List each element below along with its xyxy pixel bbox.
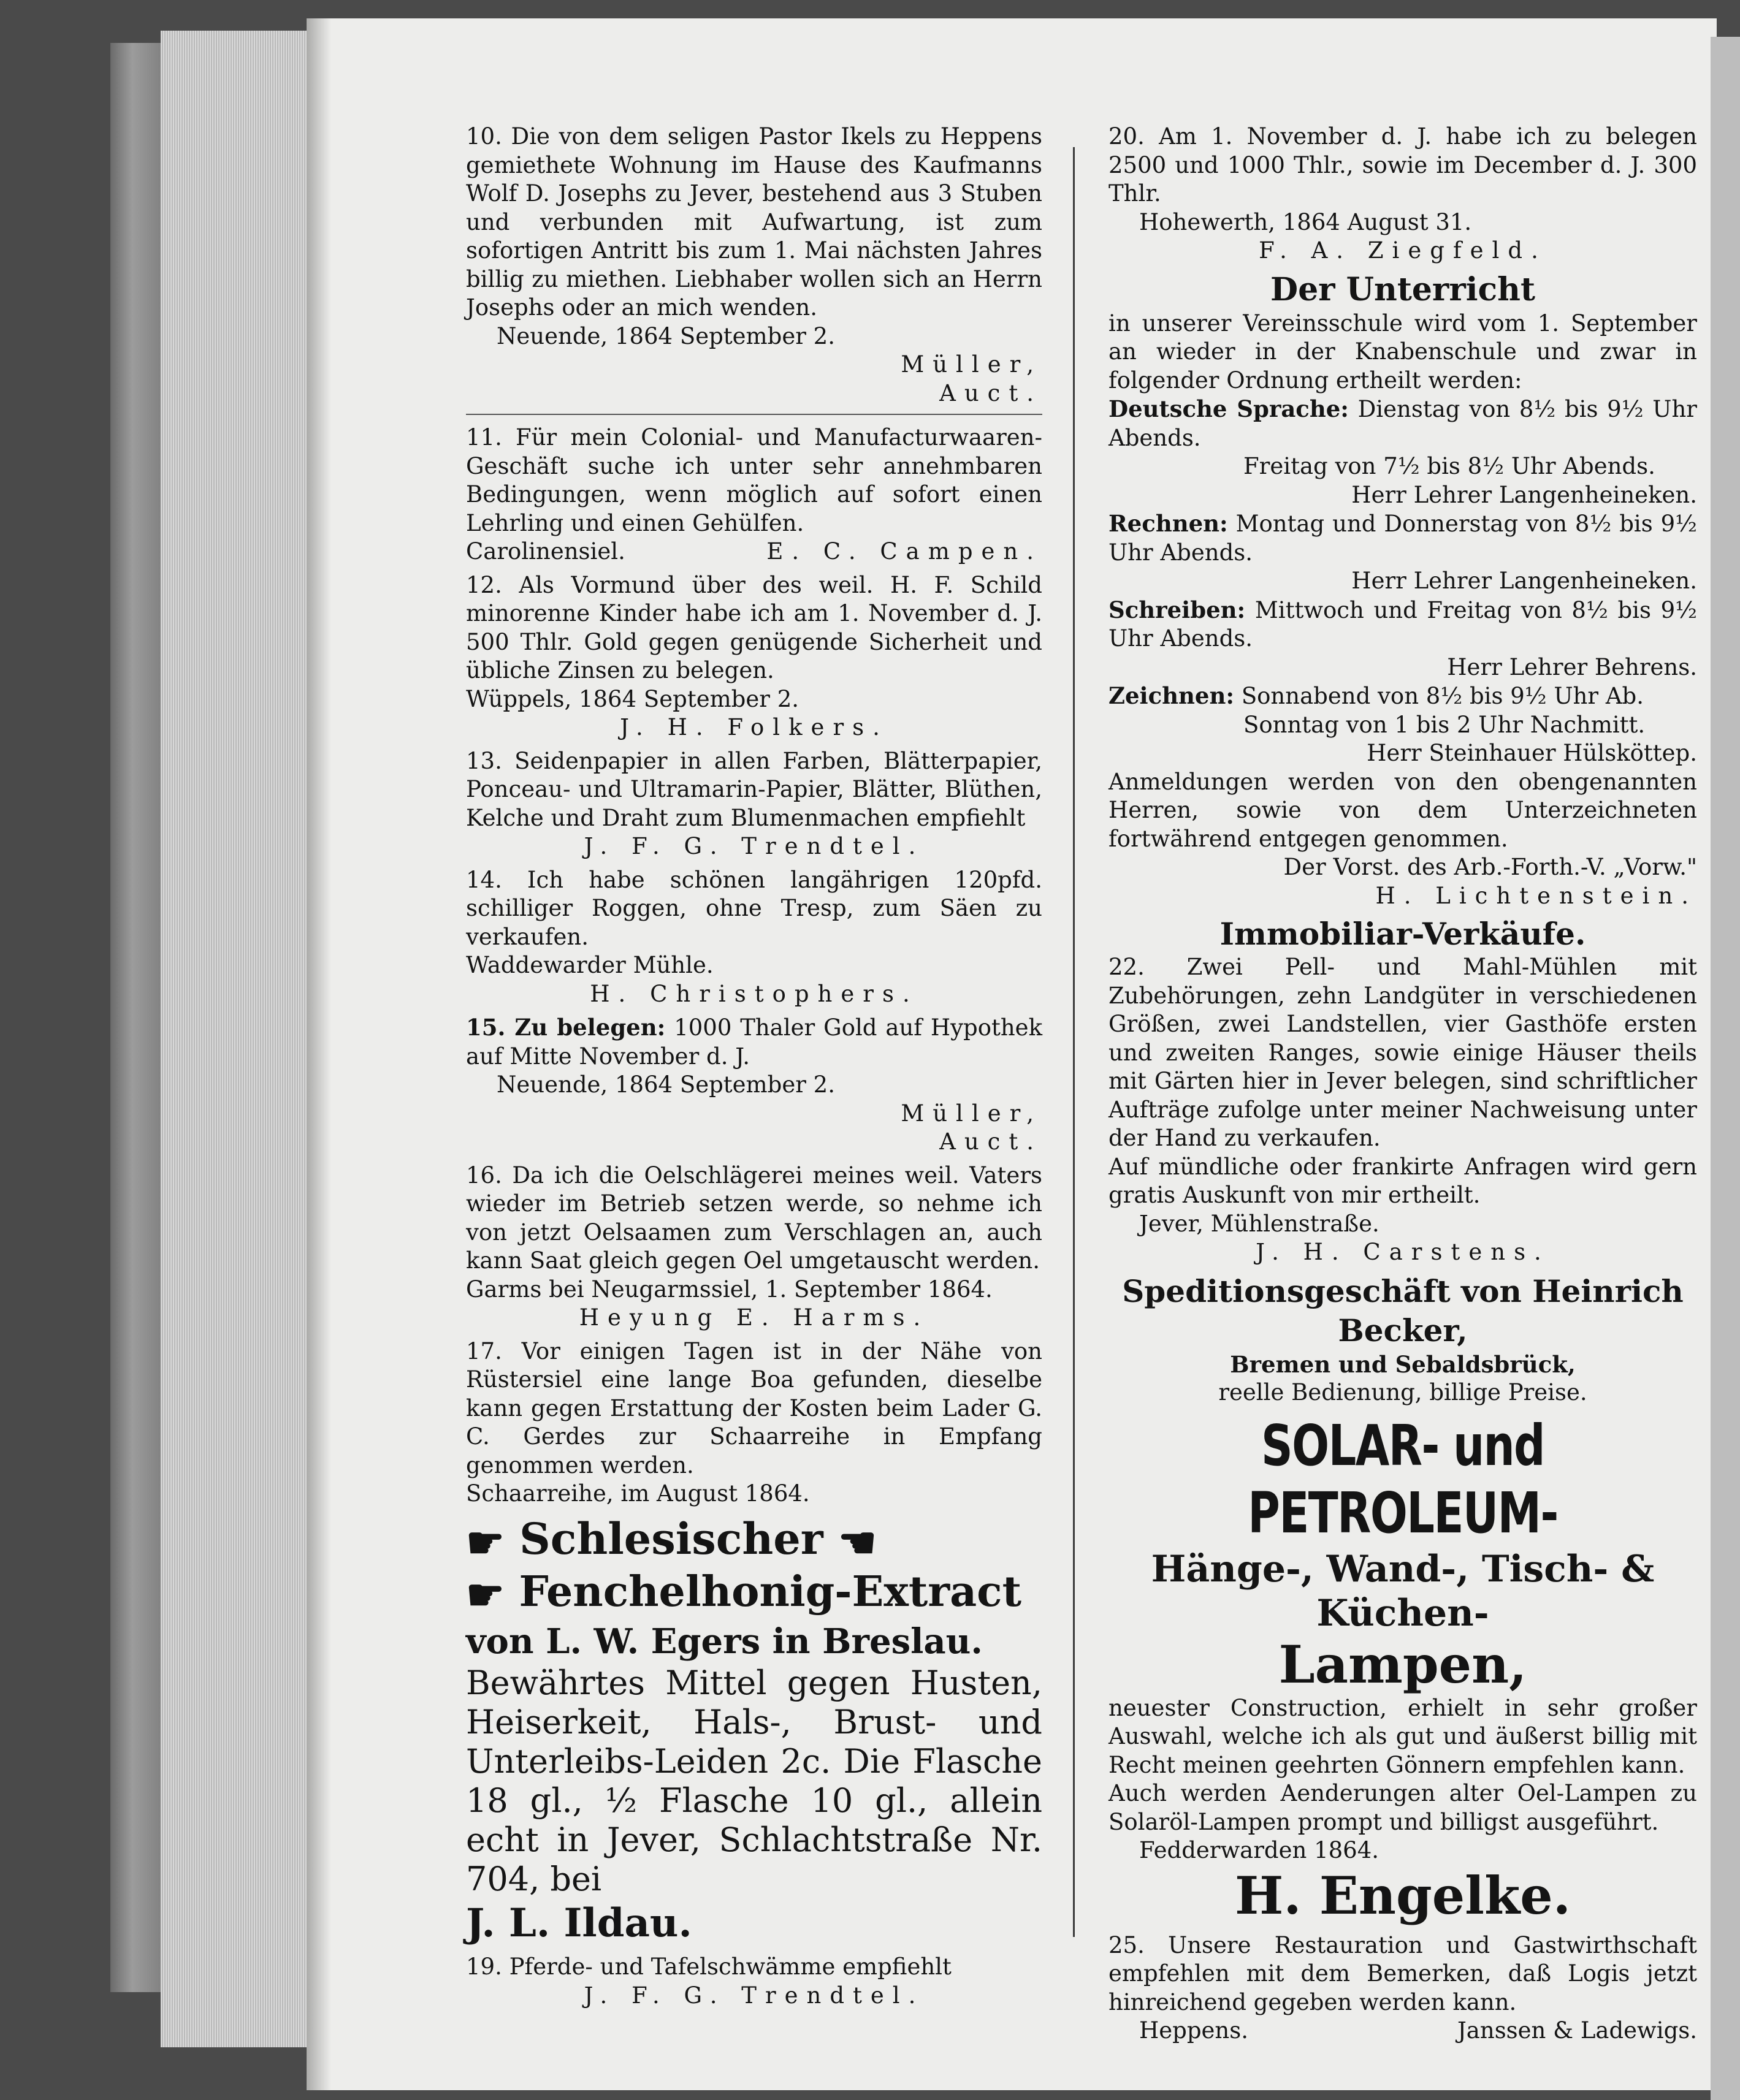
lampen-text2: Auch werden Aenderungen alter Oel-Lampen zu Solaröl-Lampen prompt und billigst ausgeführt. (1108, 1780, 1697, 1835)
ad-15-signature-title: Auct. (939, 1128, 1042, 1155)
ad-15-text: 1000 Thaler Gold auf Hypothek auf Mitte November d. J. (466, 1014, 1043, 1070)
lampen-signature: H. Engelke. (1235, 1865, 1571, 1926)
ad-13 (466, 747, 1042, 861)
ad-12-text: 12. Als Vormund über des weil. H. F. Schild minorenne Kinder habe ich am 1. November d. J. 500 Thlr. Gold gegen genügende Sicherheit und übliche Zinsen zu belegen. (466, 571, 1042, 683)
fenchel-line3: von L. W. Egers in Breslau. (466, 1621, 983, 1662)
ad-20-signature: F. A. Ziegfeld. (1259, 237, 1547, 264)
immobilien-signature: J. H. Carstens. (1256, 1239, 1550, 1265)
ad-14-place: Waddewarder Mühle. (466, 952, 714, 978)
schedule-zeichnen-a: Sonnabend von 8½ bis 9½ Uhr Ab. (1241, 683, 1644, 709)
ad-14-signature: H. Christophers. (590, 980, 918, 1007)
ad-15-signature: Müller, (901, 1100, 1042, 1127)
ad-12 (466, 571, 1042, 742)
lampen-line3: Lampen, (1278, 1634, 1527, 1695)
ad-15-lead: 15. Zu belegen: (466, 1014, 666, 1041)
ad-12-signature: J. H. Folkers. (620, 714, 888, 740)
right-column (1108, 123, 1697, 2050)
ad-13-text: 13. Seidenpapier in allen Farben, Blätterpapier, Ponceau- und Ultramarin-Papier, Blätter, Blüthen, Kelche und Draht zum Blumenmachen empfiehlt (466, 747, 1042, 831)
becker-line2: Bremen und Sebaldsbrück, (1230, 1350, 1576, 1378)
ad-25-place: Heppens. (1139, 2017, 1249, 2044)
column-rule (1073, 147, 1075, 1937)
schedule-schreiben: Mittwoch und Freitag von 8½ bis 9½ Uhr Abends. (1108, 596, 1697, 652)
subject-rechnen: Rechnen: (1108, 510, 1228, 537)
ad-11-signature: E. C. Campen. (766, 538, 1042, 565)
ad-13-signature: J. F. G. Trendtel. (584, 833, 925, 859)
lampen-line2: Hänge-, Wand-, Tisch- & Küchen- (1151, 1547, 1655, 1635)
ad-15-place: Neuende, 1864 September 2. (497, 1071, 835, 1098)
unterricht-signature: H. Lichtenstein. (1375, 882, 1697, 909)
unterricht-title: Der Unterricht (1270, 270, 1535, 308)
teacher-rechnen: Herr Lehrer Langenheineken. (1351, 568, 1697, 594)
ad-17 (466, 1337, 1042, 1508)
ad-19-signature: J. F. G. Trendtel. (584, 1982, 925, 2009)
ad-immobilien (1108, 915, 1697, 1267)
lampen-place: Fedderwarden 1864. (1139, 1837, 1379, 1863)
ad-20-text: 20. Am 1. November d. J. habe ich zu belegen 2500 und 1000 Thlr., sowie im December d. J. 300 Thlr. (1108, 123, 1697, 207)
pointing-hand-left-icon: ☚ (838, 1516, 877, 1568)
ad-20 (1108, 123, 1697, 265)
ad-fenchelhonig (466, 1515, 1042, 1949)
ad-14 (466, 866, 1042, 1009)
ad-10-place: Neuende, 1864 September 2. (497, 322, 835, 349)
fenchel-seller: J. L. Ildau. (466, 1900, 692, 1946)
ad-25-text: 25. Unsere Restauration und Gastwirthschaft empfehlen mit dem Bemerken, daß Logis jetzt hinreichend gegeben werden kann. (1108, 1931, 1697, 2015)
ad-16-place: Garms bei Neugarmssiel, 1. September 1864. (466, 1276, 993, 1303)
ad-10-text: 10. Die von dem seligen Pastor Ikels zu Heppens gemiethete Wohnung im Hause des Kaufmanns Wolf D. Josephs zu Jever, bestehend aus 3 Stuben und verbunden mit Aufwartung, ist zum sofortigen Antritt bis zum 1. Mai nächsten Jahres billig zu miethen. Liebhaber wollen sich an Herrn Josephs oder an mich wenden. (466, 123, 1042, 321)
ad-15 (466, 1013, 1042, 1157)
ad-10 (466, 123, 1042, 408)
ad-12-place: Wüppels, 1864 September 2. (466, 685, 799, 712)
immobilien-text2: Auf mündliche oder frankirte Anfragen wird gern gratis Auskunft von mir ertheilt. (1108, 1153, 1697, 1208)
lampen-text: neuester Construction, erhielt in sehr großer Auswahl, welche ich als gut und äußerst billig mit Recht meinen geehrten Gönnern empfehlen kann. (1108, 1694, 1697, 1778)
immobilien-title: Immobiliar-Verkäufe. (1219, 916, 1586, 952)
becker-line1: Speditionsgeschäft von Heinrich Becker, (1122, 1273, 1684, 1349)
ad-25 (1108, 1931, 1697, 2045)
subject-schreiben: Schreiben: (1108, 596, 1246, 623)
left-column (466, 123, 1042, 2015)
ad-unterricht (1108, 270, 1697, 911)
ad-25-signature: Janssen & Ladewigs. (1457, 2017, 1697, 2044)
ad-17-place: Schaarreihe, im August 1864. (466, 1480, 810, 1507)
ad-lampen (1108, 1412, 1697, 1927)
fenchel-line2: Fenchelhonig-Extract (519, 1567, 1021, 1616)
lampen-solar: SOLAR- und PETROLEUM- (1248, 1412, 1558, 1546)
ad-19 (466, 1953, 1042, 2010)
book-spine-edge (110, 43, 166, 1992)
teacher-zeichnen: Herr Steinhauer Hülsköttер. (1367, 740, 1697, 766)
teacher-schreiben: Herr Lehrer Behrens. (1447, 653, 1697, 680)
page-stack (161, 31, 314, 2047)
unterricht-intro: in unserer Vereinsschule wird vom 1. September an wieder in der Knabenschule und zwar in folgender Ordnung ertheilt werden: (1108, 310, 1697, 394)
subject-zeichnen: Zeichnen: (1108, 682, 1235, 709)
gutter-shadow (307, 18, 331, 2090)
subject-deutsch: Deutsche Sprache: (1108, 395, 1349, 422)
schedule-zeichnen-b: Sonntag von 1 bis 2 Uhr Nachmitt. (1243, 711, 1646, 738)
ad-11-place: Carolinensiel. (466, 538, 625, 565)
schedule-deutsch-a: Dienstag von 8½ bis 9½ Uhr Abends. (1108, 396, 1697, 451)
ad-becker (1108, 1272, 1697, 1407)
ad-10-signature-title: Auct. (939, 379, 1042, 406)
ad-16-signature: Heyung E. Harms. (579, 1304, 929, 1331)
fenchel-line1: Schlesischer (519, 1513, 823, 1564)
schedule-rechnen: Montag und Donnerstag von 8½ bis 9½ Uhr Abends. (1108, 511, 1697, 566)
ad-10-signature: Müller, (901, 351, 1042, 378)
ad-17-text: 17. Vor einigen Tagen ist in der Nähe von Rüstersiel eine lange Boa gefunden, dieselbe kann gegen Erstattung der Kosten beim Lader G. C. Gerdes zur Schaarreihe in Empfang genommen werden. (466, 1337, 1042, 1478)
ad-19-text: 19. Pferde- und Tafelschwämme empfiehlt (466, 1954, 952, 1980)
ad-16 (466, 1162, 1042, 1333)
ad-16-text: 16. Da ich die Oelschlägerei meines weil. Vaters wieder im Betrieb setzen werde, so nehme ich von jetzt Oelsaamen zum Verschlagen an, auch kann Saat gleich gegen Oel umgetauscht werden. (466, 1162, 1042, 1274)
ad-11-text: 11. Für mein Colonial- und Manufacturwaaren-Geschäft suche ich unter sehr annehmbaren Bedingungen, wenn möglich auf sofort einen Lehrling und einen Gehülfen. (466, 424, 1042, 536)
ad-20-place: Hohewerth, 1864 August 31. (1139, 208, 1472, 235)
divider (466, 414, 1042, 415)
immobilien-text: 22. Zwei Pell- und Mahl-Mühlen mit Zubehörungen, zehn Landgüter in verschiedenen Größen, zwei Landstellen, vier Gasthöfe ersten und zweiten Ranges, sowie einige Häuser theils mit Gärten hier in Jever belegen, sind schriftlicher Aufträge zufolge unter meiner Nachweisung unter der Hand zu verkaufen. (1108, 954, 1697, 1151)
immobilien-place: Jever, Mühlenstraße. (1139, 1210, 1379, 1237)
page-right-edge (1711, 37, 1740, 2100)
pointing-hand-right-icon-2: ☛ (466, 1569, 505, 1620)
schedule-deutsch-b: Freitag von 7½ bis 8½ Uhr Abends. (1243, 453, 1655, 479)
ad-14-text: 14. Ich habe schönen langährigen 120pfd. schilliger Roggen, ohne Tresp, zum Säen zu verkaufen. (466, 866, 1042, 950)
fenchel-body: Bewährtes Mittel gegen Husten, Heiserkeit, Hals-, Brust- und Unterleibs-Leiden 2c. Die Flasche 18 gl., ½ Flasche 10 gl., allein echt in Jever, Schlachtstraße Nr. 704, bei (466, 1664, 1042, 1898)
ad-11 (466, 424, 1042, 566)
unterricht-outro: Anmeldungen werden von den obengenannten Herren, sowie von dem Unterzeichneten fortwährend entgegen genommen. (1108, 768, 1697, 852)
teacher-deutsch: Herr Lehrer Langenheineken. (1351, 481, 1697, 508)
unterricht-vorstand: Der Vorst. des Arb.-Forth.-V. „Vorw." (1283, 854, 1697, 880)
pointing-hand-right-icon: ☛ (466, 1516, 505, 1568)
becker-line3: reelle Bedienung, billige Preise. (1218, 1379, 1587, 1406)
